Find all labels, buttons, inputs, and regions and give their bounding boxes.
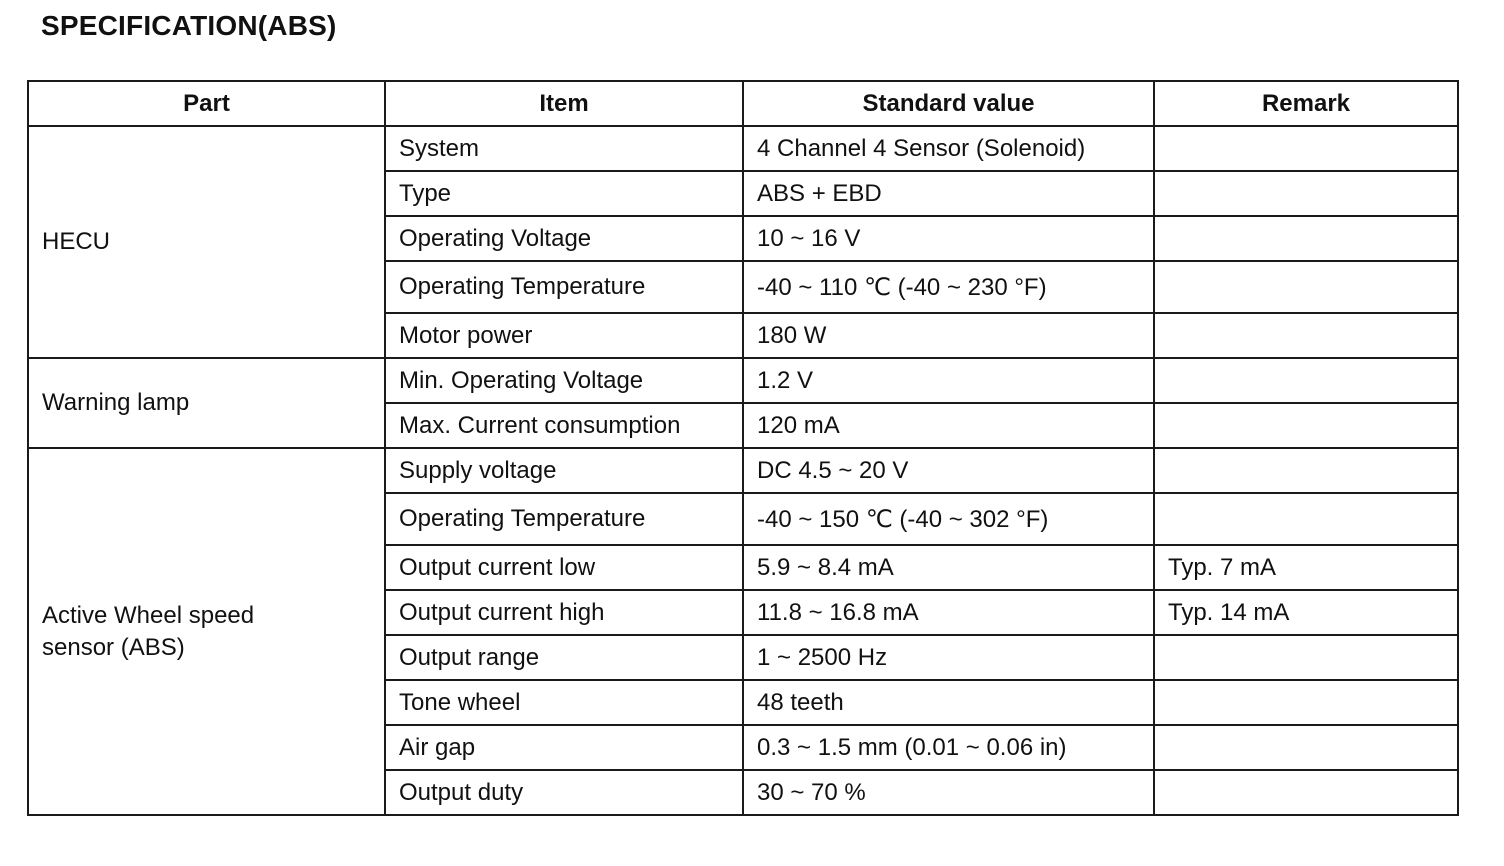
header-part: Part (28, 81, 385, 126)
remark-cell: Typ. 7 mA (1154, 545, 1458, 590)
value-cell: 11.8 ~ 16.8 mA (743, 590, 1154, 635)
remark-cell (1154, 261, 1458, 313)
remark-cell (1154, 216, 1458, 261)
remark-cell (1154, 635, 1458, 680)
value-cell: ABS + EBD (743, 171, 1154, 216)
part-cell-hecu (28, 126, 385, 358)
value-cell: 120 mA (743, 403, 1154, 448)
part-cell-wheel-speed-sensor (28, 448, 385, 815)
remark-cell (1154, 770, 1458, 815)
value-cell: -40 ~ 110 ℃ (-40 ~ 230 °F) (743, 261, 1154, 313)
table-row (28, 358, 1458, 403)
item-cell: Output current low (385, 545, 743, 590)
item-cell: Motor power (385, 313, 743, 358)
item-cell: Tone wheel (385, 680, 743, 725)
item-cell: Type (385, 171, 743, 216)
remark-cell (1154, 493, 1458, 545)
specification-table (27, 80, 1459, 816)
remark-cell (1154, 171, 1458, 216)
value-cell: 48 teeth (743, 680, 1154, 725)
item-cell: Max. Current consumption (385, 403, 743, 448)
value-cell: 4 Channel 4 Sensor (Solenoid) (743, 126, 1154, 171)
remark-cell (1154, 126, 1458, 171)
part-label: HECU (42, 228, 111, 255)
value-cell: 5.9 ~ 8.4 mA (743, 545, 1154, 590)
value-cell: 30 ~ 70 % (743, 770, 1154, 815)
item-cell: System (385, 126, 743, 171)
remark-cell (1154, 403, 1458, 448)
item-cell: Air gap (385, 725, 743, 770)
remark-cell (1154, 358, 1458, 403)
value-cell: DC 4.5 ~ 20 V (743, 448, 1154, 493)
page-title: SPECIFICATION(ABS) (41, 10, 337, 41)
part-label-line-2: sensor (ABS) (42, 633, 185, 661)
value-cell: 1.2 V (743, 358, 1154, 403)
table-row (28, 126, 1458, 171)
header-remark: Remark (1154, 81, 1458, 126)
item-cell: Min. Operating Voltage (385, 358, 743, 403)
item-cell: Supply voltage (385, 448, 743, 493)
value-cell: -40 ~ 150 ℃ (-40 ~ 302 °F) (743, 493, 1154, 545)
part-cell-warning-lamp (28, 358, 385, 448)
table-row (28, 448, 1458, 493)
remark-cell (1154, 313, 1458, 358)
part-label-line-1: Active Wheel speed (42, 601, 255, 629)
item-cell: Operating Temperature (385, 493, 743, 545)
part-label: Warning lamp (42, 389, 190, 416)
header-item: Item (385, 81, 743, 126)
item-cell: Output current high (385, 590, 743, 635)
header-standard-value: Standard value (743, 81, 1154, 126)
item-cell: Output range (385, 635, 743, 680)
item-cell: Output duty (385, 770, 743, 815)
value-cell: 0.3 ~ 1.5 mm (0.01 ~ 0.06 in) (743, 725, 1154, 770)
header-row (28, 81, 1458, 126)
value-cell: 10 ~ 16 V (743, 216, 1154, 261)
item-cell: Operating Voltage (385, 216, 743, 261)
remark-cell: Typ. 14 mA (1154, 590, 1458, 635)
item-cell: Operating Temperature (385, 261, 743, 313)
value-cell: 1 ~ 2500 Hz (743, 635, 1154, 680)
value-cell: 180 W (743, 313, 1154, 358)
remark-cell (1154, 725, 1458, 770)
remark-cell (1154, 448, 1458, 493)
remark-cell (1154, 680, 1458, 725)
